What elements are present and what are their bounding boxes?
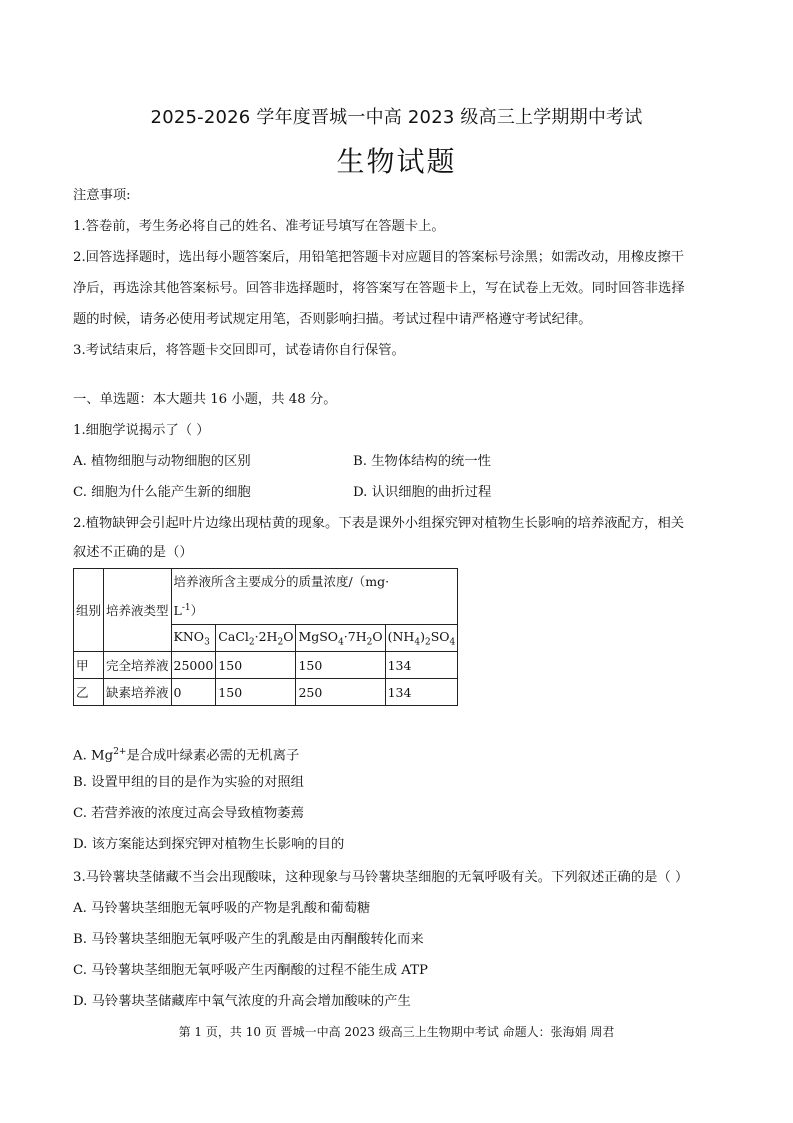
- q3-option-c: C. 马铃薯块茎细胞无氧呼吸产生丙酮酸的过程不能生成 ATP: [73, 963, 428, 978]
- notice-item-2-line-2: 净后，再选涂其他答案标号。回答非选择题时，将答案写在答题卡上，写在试卷上无效。同时回答非选择: [73, 281, 685, 296]
- col-header-nh4so4: $(NH_4)_2SO_4$: [385, 625, 458, 652]
- notice-item-3: 3.考试结束后，将答题卡交回即可，试卷请你自行保管。: [73, 343, 405, 358]
- table-row: 甲 完全培养液 25000 150 150 134: [74, 652, 458, 679]
- page-footer: 第 1 页，共 10 页 晋城一中高 2023 级高三上生物期中考试 命题人：张海娟 周君: [178, 1025, 615, 1039]
- q3-stem: 3.马铃薯块茎储藏不当会出现酸味，这种现象与马铃薯块茎细胞的无氧呼吸有关。下列叙述正确的是（ ）: [73, 870, 689, 885]
- table-row: 乙 缺素培养液 0 150 250 134: [74, 679, 458, 706]
- q3-option-b: B. 马铃薯块茎细胞无氧呼吸产生的乳酸是由丙酮酸转化而来: [73, 932, 424, 947]
- q2-stem-line-2: 叙述不正确的是（）: [73, 545, 193, 560]
- q1-option-d: D. 认识细胞的曲折过程: [353, 485, 492, 500]
- q2-option-d: D. 该方案能达到探究钾对植物生长影响的目的: [73, 837, 345, 852]
- q1-option-c: C. 细胞为什么能产生新的细胞: [73, 485, 251, 500]
- notice-item-2-line-3: 题的时候，请务必使用考试规定用笔，否则影响扫描。考试过程中请严格遵守考试纪律。: [73, 312, 592, 327]
- q2-option-b: B. 设置甲组的目的是作为实验的对照组: [73, 775, 304, 790]
- col-header-mgso4: $MgSO_4\cdot 7H_2O$: [296, 625, 385, 652]
- col-header-type: 培养液类型: [104, 569, 172, 652]
- q2-option-c: C. 若营养液的浓度过高会导致植物萎蔫: [73, 806, 304, 821]
- col-header-cacl2: $CaCl_2\cdot 2H_2O$: [216, 625, 296, 652]
- nutrient-table: [73, 568, 458, 706]
- q1-stem: 1.细胞学说揭示了（ ）: [73, 423, 210, 438]
- q3-option-a: A. 马铃薯块茎细胞无氧呼吸的产物是乳酸和葡萄糖: [73, 901, 371, 916]
- q1-option-a: A. 植物细胞与动物细胞的区别: [73, 454, 251, 469]
- subject-title: 生物试题: [336, 145, 457, 178]
- col-header-concentration: 培养液所含主要成分的质量浓度/（mg· $L^{-1}$）: [171, 569, 458, 625]
- q1-option-b: B. 生物体结构的统一性: [353, 454, 491, 469]
- notice-item-1: 1.答卷前，考生务必将自己的姓名、准考证号填写在答题卡上。: [73, 219, 445, 234]
- section-heading: 一、单选题：本大题共 16 小题，共 48 分。: [73, 392, 337, 407]
- notice-heading: 注意事项:: [73, 188, 131, 203]
- exam-title: 2025-2026 学年度晋城一中高 2023 级高三上学期期中考试: [150, 107, 643, 128]
- q2-option-a: A. $Mg^{2+}$是合成叶绿素必需的无机离子: [73, 747, 300, 764]
- notice-item-2-line-1: 2.回答选择题时，选出每小题答案后，用铅笔把答题卡对应题目的答案标号涂黑；如需改动，用橡皮擦干: [73, 250, 685, 265]
- q2-stem-line-1: 2.植物缺钾会引起叶片边缘出现枯黄的现象。下表是课外小组探究钾对植物生长影响的培养液配方，相关: [73, 516, 685, 531]
- q3-option-d: D. 马铃薯块茎储藏库中氧气浓度的升高会增加酸味的产生: [73, 994, 411, 1009]
- col-header-group: 组别: [74, 569, 104, 652]
- col-header-kno3: $KNO_3$: [171, 625, 216, 652]
